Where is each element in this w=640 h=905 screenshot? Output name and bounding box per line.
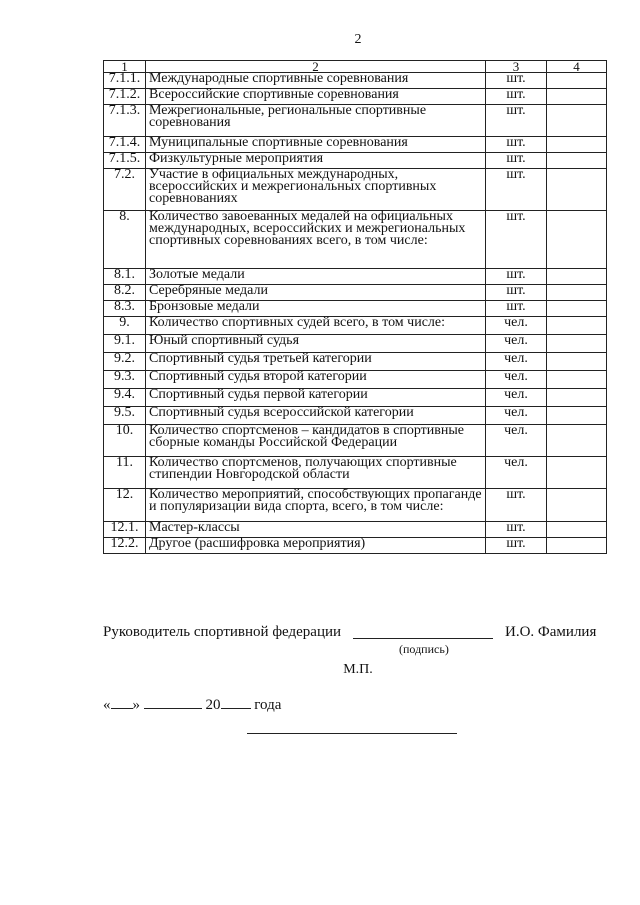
row-number: 8.1. [104,269,146,285]
row-indicator-name: Международные спортивные соревнования [146,73,486,89]
bottom-rule [247,733,457,734]
table-body [104,73,607,554]
signature-line[interactable] [353,638,493,639]
table-row [104,407,607,425]
row-indicator-name: Количество спортивных судей всего, в том числе: [146,317,486,335]
table-row [104,371,607,389]
row-indicator-name: Спортивный судья всероссийской категории [146,407,486,425]
row-unit: шт. [486,269,547,285]
year-prefix: 20 [205,697,221,713]
row-unit: чел. [486,457,547,489]
row-indicator-name: Физкультурные мероприятия [146,153,486,169]
row-number: 8.3. [104,301,146,317]
row-unit: шт. [486,489,547,522]
row-indicator-name: Спортивный судья третьей категории [146,353,486,371]
table-row [104,169,607,211]
row-value[interactable] [547,73,607,89]
row-unit: шт. [486,137,547,153]
row-unit: чел. [486,407,547,425]
row-number: 9.2. [104,353,146,371]
row-unit: шт. [486,522,547,538]
table-row [104,211,607,269]
row-value[interactable] [547,353,607,371]
row-value[interactable] [547,137,607,153]
row-value[interactable] [547,317,607,335]
year-blank[interactable] [221,696,251,709]
row-value[interactable] [547,269,607,285]
row-unit: чел. [486,353,547,371]
row-unit: шт. [486,211,547,269]
row-indicator-name: Спортивный судья второй категории [146,371,486,389]
row-unit: шт. [486,105,547,137]
row-value[interactable] [547,301,607,317]
table-row [104,353,607,371]
row-value[interactable] [547,538,607,554]
column-header-unit: 3 [486,61,547,73]
row-number: 7.1.5. [104,153,146,169]
row-number: 7.1.3. [104,105,146,137]
row-indicator-name: Серебряные медали [146,285,486,301]
column-header-name: 2 [146,61,486,73]
row-number: 7.1.1. [104,73,146,89]
row-number: 12.2. [104,538,146,554]
row-indicator-name: Межрегиональные, региональные спортивные соревнования [146,105,486,137]
table-row [104,317,607,335]
row-value[interactable] [547,457,607,489]
row-value[interactable] [547,335,607,353]
row-number: 7.1.2. [104,89,146,105]
row-indicator-name: Количество спортсменов – кандидатов в спортивные сборные команды Российской Федерации [146,425,486,457]
row-value[interactable] [547,285,607,301]
row-indicator-name: Бронзовые медали [146,301,486,317]
table-row [104,457,607,489]
row-indicator-name: Юный спортивный судья [146,335,486,353]
row-indicator-name: Мастер-классы [146,522,486,538]
month-blank[interactable] [144,696,202,709]
row-unit: шт. [486,73,547,89]
year-suffix: года [254,697,282,713]
report-table [103,60,607,554]
row-indicator-name: Муниципальные спортивные соревнования [146,137,486,153]
row-number: 9. [104,317,146,335]
row-unit: шт. [486,301,547,317]
stamp-placeholder: М.П. [343,662,373,677]
row-indicator-name: Спортивный судья первой категории [146,389,486,407]
row-value[interactable] [547,489,607,522]
row-unit: шт. [486,169,547,211]
row-indicator-name: Участие в официальных международных, всероссийских и межрегиональных спортивных соревнованиях [146,169,486,211]
row-unit: чел. [486,371,547,389]
column-header-value: 4 [547,61,607,73]
date-open-quote: « [103,697,111,713]
row-indicator-name: Другое (расшифровка мероприятия) [146,538,486,554]
column-header-number: 1 [104,61,146,73]
row-indicator-name: Всероссийские спортивные соревнования [146,89,486,105]
row-number: 8. [104,211,146,269]
row-unit: шт. [486,538,547,554]
row-unit: шт. [486,153,547,169]
row-value[interactable] [547,407,607,425]
row-value[interactable] [547,89,607,105]
row-number: 9.5. [104,407,146,425]
row-unit: шт. [486,285,547,301]
row-unit: шт. [486,89,547,105]
row-value[interactable] [547,425,607,457]
row-number: 7.1.4. [104,137,146,153]
table-row [104,335,607,353]
table-row [104,489,607,522]
row-indicator-name: Золотые медали [146,269,486,285]
row-number: 11. [104,457,146,489]
signer-name: И.О. Фамилия [505,624,597,640]
row-value[interactable] [547,105,607,137]
row-unit: чел. [486,317,547,335]
row-number: 12.1. [104,522,146,538]
row-indicator-name: Количество мероприятий, способствующих пропаганде и популяризации вида спорта, всего, в том числе: [146,489,486,522]
row-indicator-name: Количество завоеванных медалей на официальных международных, всероссийских и межрегиональных спортивных соревнованиях всего, в том числе: [146,211,486,269]
row-number: 9.4. [104,389,146,407]
table-row [104,389,607,407]
row-indicator-name: Количество спортсменов, получающих спортивные стипендии Новгородской области [146,457,486,489]
row-value[interactable] [547,153,607,169]
date-field [103,696,281,714]
day-blank[interactable] [111,696,133,709]
row-number: 9.1. [104,335,146,353]
row-number: 8.2. [104,285,146,301]
row-unit: чел. [486,425,547,457]
row-number: 10. [104,425,146,457]
row-value[interactable] [547,522,607,538]
table-row [104,425,607,457]
row-number: 7.2. [104,169,146,211]
row-value[interactable] [547,169,607,211]
signature-caption: (подпись) [399,642,449,656]
signer-title: Руководитель спортивной федерации [103,624,342,640]
table-row [104,538,607,554]
table-row [104,105,607,137]
row-unit: чел. [486,335,547,353]
row-value[interactable] [547,211,607,269]
page-number: 2 [354,32,362,47]
row-number: 9.3. [104,371,146,389]
date-close-quote: » [132,697,140,713]
row-value[interactable] [547,389,607,407]
row-value[interactable] [547,371,607,389]
row-number: 12. [104,489,146,522]
row-unit: чел. [486,389,547,407]
